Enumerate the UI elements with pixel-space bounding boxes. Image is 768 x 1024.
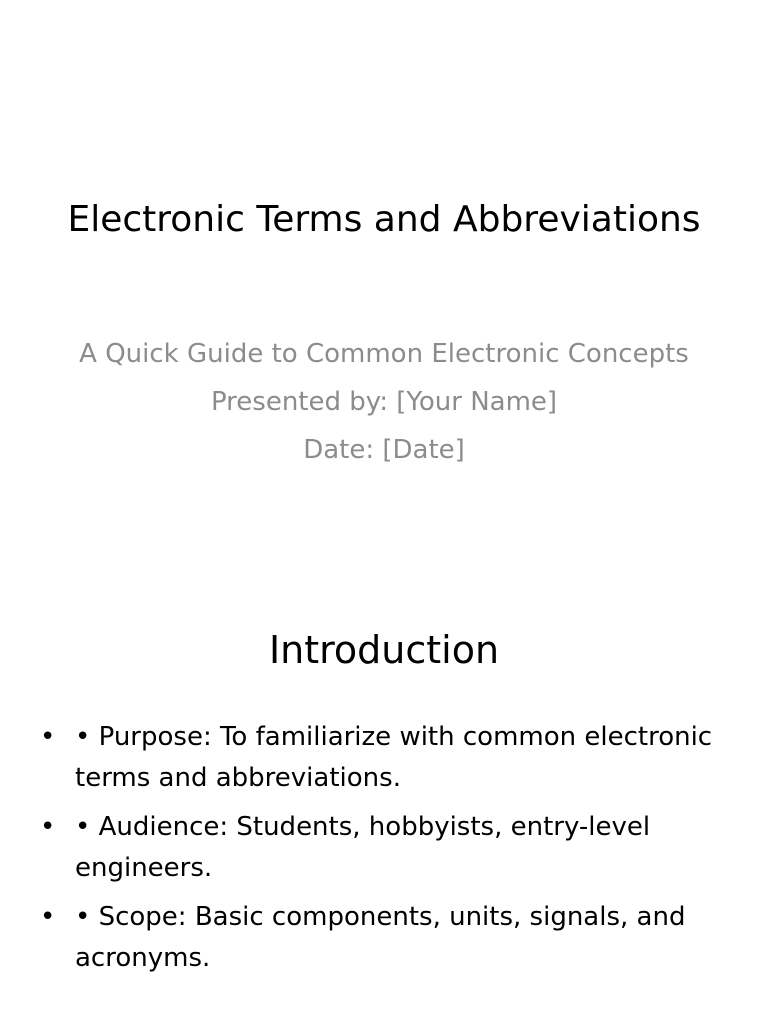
list-item <box>40 717 730 799</box>
subtitle-tagline: A Quick Guide to Common Electronic Concepts <box>79 339 689 369</box>
bullet-icon: • <box>40 812 56 842</box>
bullet-list <box>40 717 730 987</box>
list-item-text: • Purpose: To familiarize with common electronic terms and abbreviations. <box>75 722 713 793</box>
bullet-icon: • <box>40 722 56 752</box>
slide-title: Introduction <box>268 628 500 672</box>
list-item <box>40 807 730 889</box>
subtitle-presenter: Presented by: [Your Name] <box>210 387 558 417</box>
slide-subtitle <box>60 334 708 478</box>
list-item-text: • Audience: Students, hobbyists, entry-level engineers. <box>75 812 651 883</box>
list-item-text: • Scope: Basic components, units, signals, and acronyms. <box>75 902 686 973</box>
list-item <box>40 897 730 979</box>
bullet-icon: • <box>40 902 56 932</box>
subtitle-date: Date: [Date] <box>303 435 465 465</box>
slide-title: Electronic Terms and Abbreviations <box>67 199 701 240</box>
introduction-slide <box>0 512 768 1024</box>
